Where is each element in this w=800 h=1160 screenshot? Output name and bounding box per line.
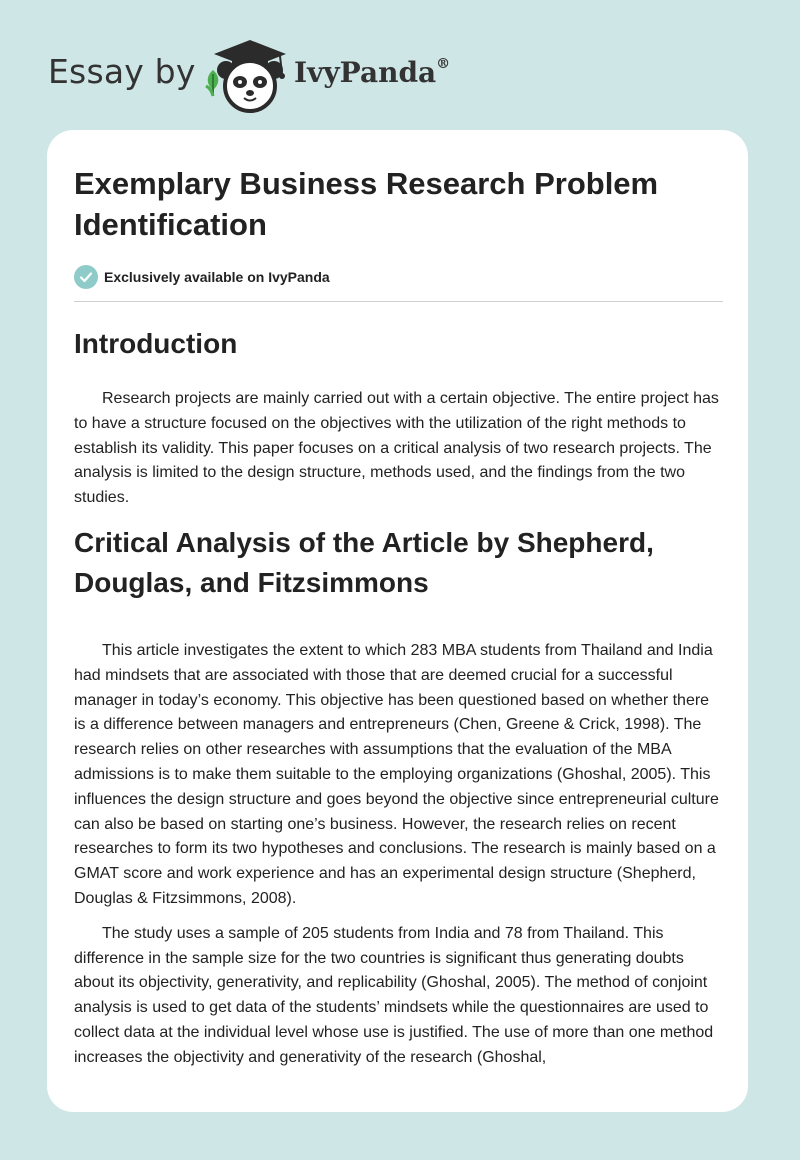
exclusive-badge [74, 263, 723, 291]
section-heading-critical-analysis: Critical Analysis of the Article by Shepherd, Douglas, and Fitzsimmons [74, 526, 654, 598]
brand-name-text: IvyPanda [294, 56, 437, 89]
paragraph: This article investigates the extent to which 283 MBA students from Thailand and India had mindsets that are associated with those that are deemed crucial for a successful manager in today’s economy. This objective has been questioned based on whether there is a difference between managers and entrepreneurs (Chen, Greene & Crick, 1998). The research relies on other researches with assumptions that the evaluation of the MBA admissions is to make them suitable to the employing organizations (Ghoshal, 2005). This influences the design structure and goes beyond the objective since entrepreneurial culture can also be based on starting one’s business. However, the research relies on recent researches to form its two hypotheses and conclusions. The research is mainly based on a GMAT score and work experience and has an experimental design structure (Shepherd, Douglas & Fitzsimmons, 2008). [74, 641, 719, 907]
site-logo[interactable] [48, 36, 488, 116]
trademark-symbol: ® [436, 55, 451, 72]
page-title: Exemplary Business Research Problem Identification [74, 166, 659, 242]
brand-name [294, 56, 450, 89]
divider [74, 301, 723, 302]
essay-content [74, 163, 723, 1071]
panda-mascot-icon [210, 38, 290, 114]
section-heading-introduction: Introduction [74, 328, 238, 359]
exclusive-badge-label: Exclusively available on IvyPanda [104, 269, 330, 285]
paragraph: The study uses a sample of 205 students from India and 78 from Thailand. This difference in the sample size for the two countries is significant thus generating doubts about its objectivity, generativity, and replicability (Ghoshal, 2005). The method of conjoint analysis is used to get data of the students’ mindsets while the questionnaires are used to collect data at the individual level whose use is justified. The use of more than one method increases the objectivity and generativity of the research (Ghoshal, [74, 924, 714, 1066]
check-icon [74, 265, 98, 289]
logo-prefix: Essay by [48, 52, 196, 91]
essay-card [47, 130, 748, 1112]
paragraph: Research projects are mainly carried out with a certain objective. The entire project has to have a structure focused on the objectives with the utilization of the right methods to establish its validity. This paper focuses on a critical analysis of two research projects. The analysis is limited to the design structure, methods used, and the findings from the two studies. [74, 390, 719, 507]
